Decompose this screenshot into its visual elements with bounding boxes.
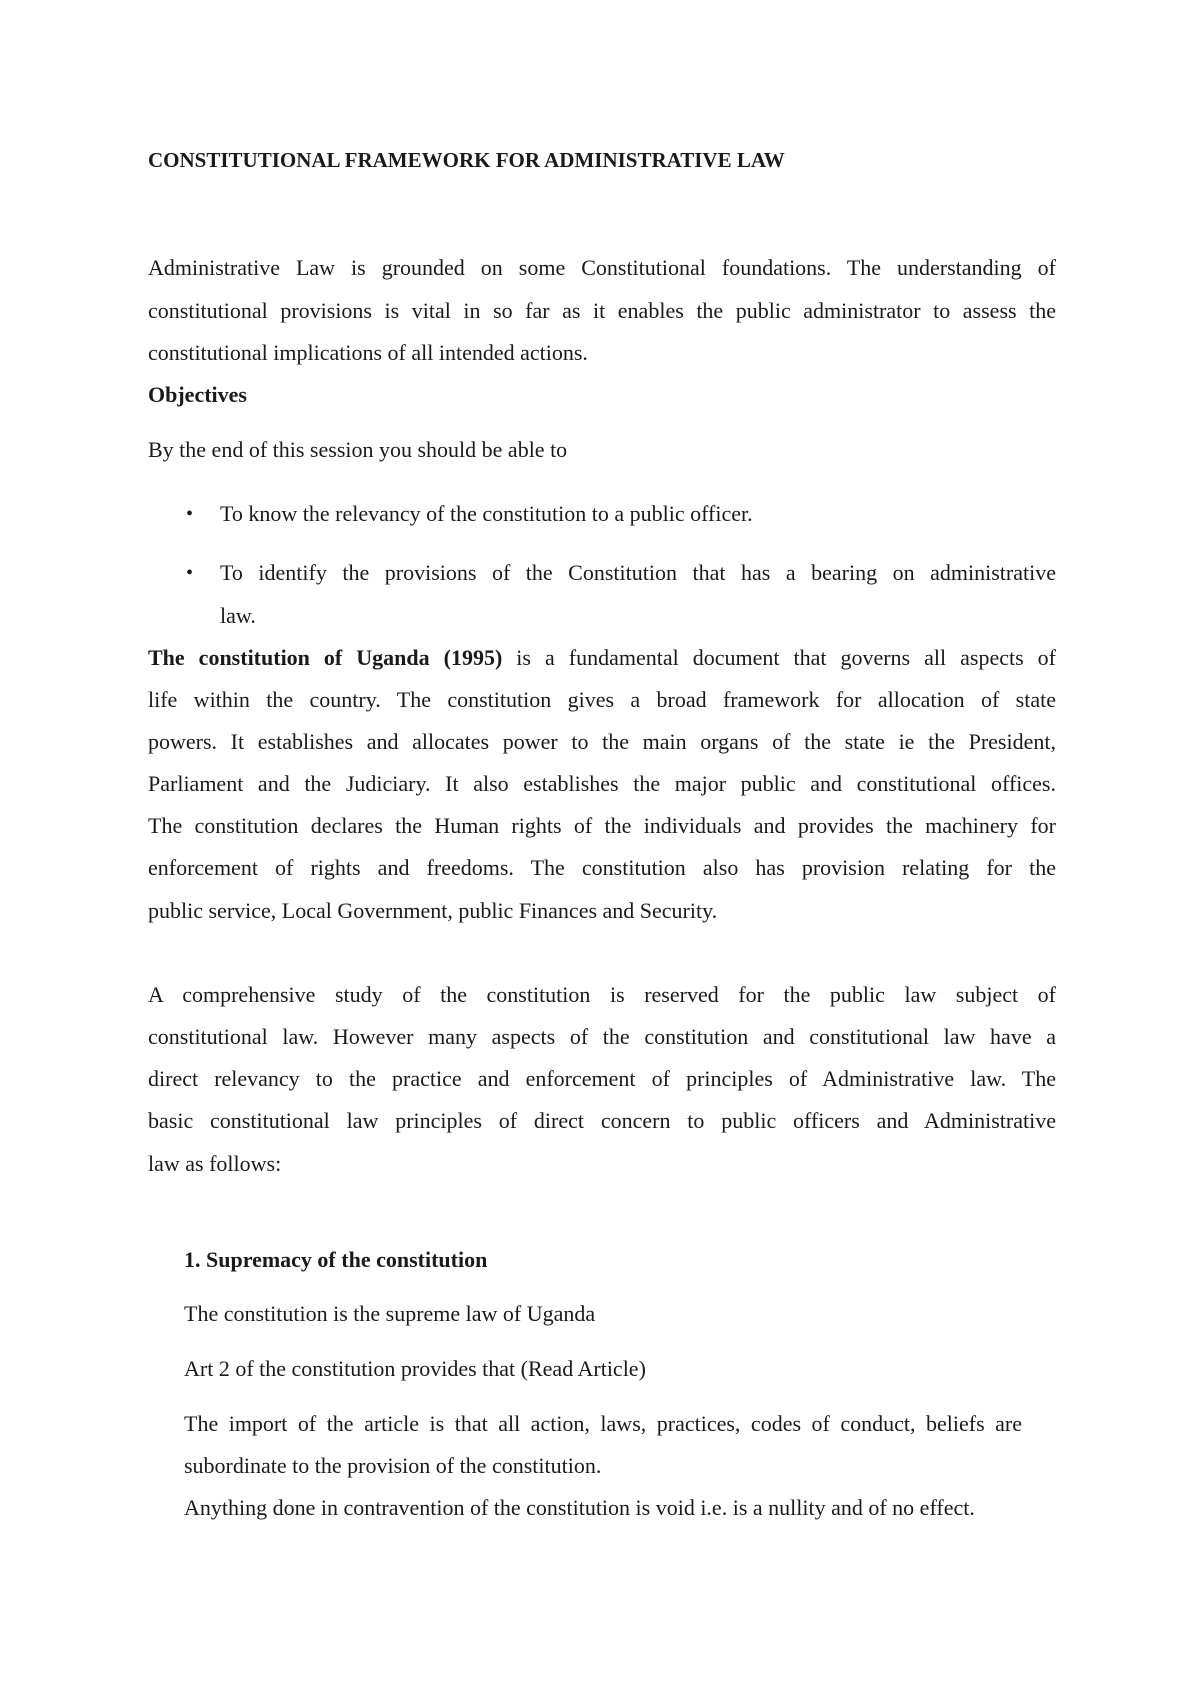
objective-item-1: To know the relevancy of the constitution to a public officer. [220,501,753,526]
study-para-line-1: A comprehensive study of the constitution is reserved for the public law subject of [148,982,1056,1007]
constitution-para-line-6: enforcement of rights and freedoms. The constitution also has provision relating for the [148,855,1056,880]
objectives-lead: By the end of this session you should be able to [148,437,568,462]
objectives-heading: Objectives [148,382,247,407]
intro-line-3: constitutional implications of all intended actions. [148,340,588,365]
section-1-p4: Anything done in contravention of the constitution is void i.e. is a nullity and of no effect. [184,1495,975,1520]
constitution-para-line-5: The constitution declares the Human rights of the individuals and provides the machinery for [148,813,1056,838]
constitution-line-1-rest: is a fundamental document that governs all aspects of [502,645,1056,670]
study-para-line-5: law as follows: [148,1151,282,1176]
bullet-icon: • [186,562,194,584]
constitution-para-line-1 [148,644,1056,672]
constitution-para-line-2: life within the country. The constitution gives a broad framework for allocation of state [148,687,1056,712]
intro-line-2: constitutional provisions is vital in so far as it enables the public administrator to assess the [148,298,1056,323]
bullet-icon: • [186,503,194,525]
constitution-para-line-4: Parliament and the Judiciary. It also establishes the major public and constitutional offices. [148,771,1056,796]
constitution-para-line-7: public service, Local Government, public Finances and Security. [148,898,718,923]
objective-item-2-line-1: To identify the provisions of the Constitution that has a bearing on administrative [220,560,1056,585]
section-1-heading: 1. Supremacy of the constitution [184,1247,488,1272]
intro-line-1: Administrative Law is grounded on some Constitutional foundations. The understanding of [148,255,1056,280]
section-1-p3-line-2: subordinate to the provision of the constitution. [184,1453,602,1478]
document-title: CONSTITUTIONAL FRAMEWORK FOR ADMINISTRATIVE LAW [148,148,785,172]
objective-item-2-line-2: law. [220,603,256,628]
section-1-p3-line-1: The import of the article is that all action, laws, practices, codes of conduct, beliefs are [184,1411,1022,1436]
constitution-bold-lead: The constitution of Uganda (1995) [148,645,503,670]
study-para-line-3: direct relevancy to the practice and enforcement of principles of Administrative law. The [148,1066,1056,1091]
constitution-para-line-3: powers. It establishes and allocates power to the main organs of the state ie the President, [148,729,1056,754]
study-para-line-2: constitutional law. However many aspects of the constitution and constitutional law have a [148,1024,1056,1049]
study-para-line-4: basic constitutional law principles of direct concern to public officers and Administrative [148,1108,1056,1133]
section-1-p1: The constitution is the supreme law of Uganda [184,1301,596,1326]
section-1-p2: Art 2 of the constitution provides that (Read Article) [184,1356,646,1381]
